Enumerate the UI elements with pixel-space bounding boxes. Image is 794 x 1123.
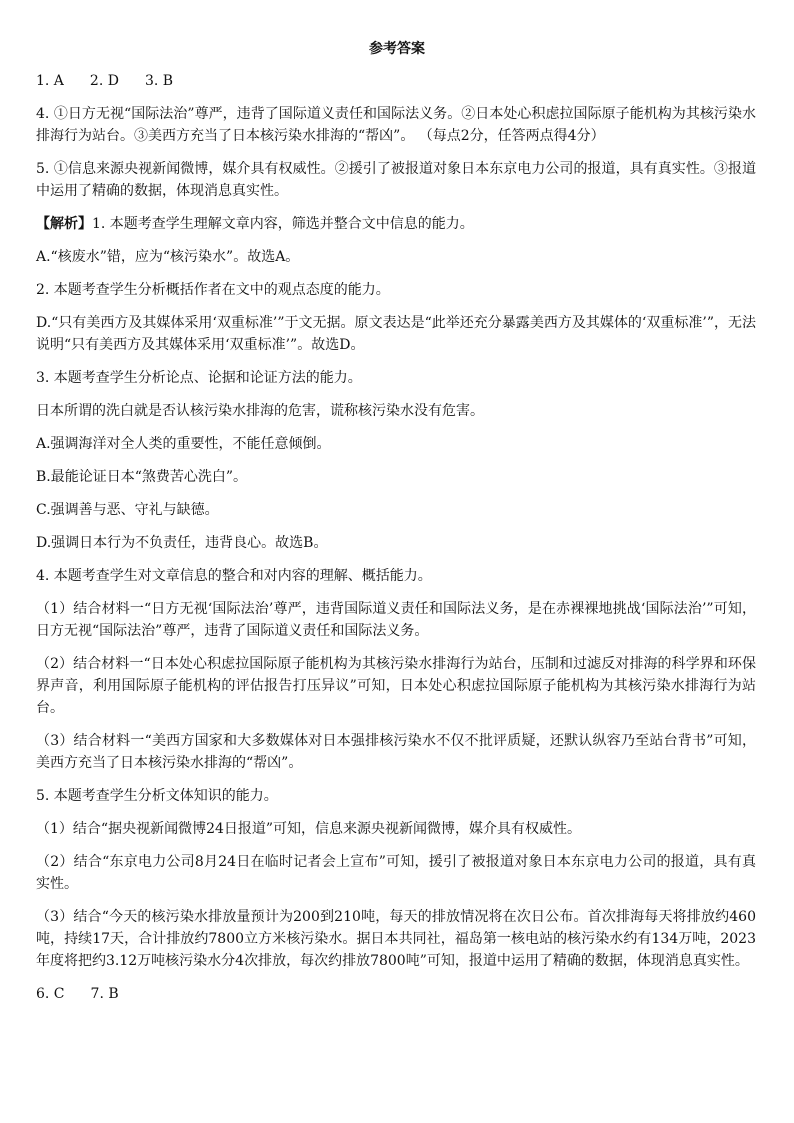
- analysis-3: 3. 本题考查学生分析论点、论据和论证方法的能力。: [36, 370, 362, 386]
- analysis-4-1: （1）结合材料一“日方无视‘国际法治’尊严，违背国际道义责任和国际法义务，是在赤裸裸地挑战‘国际法治’”可知，日方无视“国际法治”尊严，违背了国际道义责任和国际法义务。: [36, 601, 756, 639]
- analysis-5-2: （2）结合“东京电力公司8月24日在临时记者会上宣布”可知，援引了被报道对象日本东京电力公司的报道，具有真实性。: [36, 854, 756, 892]
- analysis-5-3: （3）结合“今天的核污染水排放量预计为200到210吨，每天的排放情况将在次日公布。首次排海每天将排放约460吨，持续17天，合计排放约7800立方米核污染水。据日本共同社，福岛第一核电站的核污染水约有134万吨，2023年度将把约3.12万吨核污染水分4次排放，每次约排放7800吨”可知，报道中运用了精确的数据，体现消息真实性。: [36, 909, 756, 969]
- analysis-3a: A.强调海洋对全人类的重要性，不能任意倾倒。: [36, 436, 331, 452]
- analysis-label: 【解析】: [36, 216, 92, 232]
- answer-content: [36, 70, 756, 1016]
- analysis-4-3: （3）结合材料一“美西方国家和大多数媒体对日本强排核污染水不仅不批评质疑，还默认纵容乃至站台背书”可知，美西方充当了日本核污染水排海的“帮凶”。: [36, 733, 756, 771]
- answer-5: 5. ①信息来源央视新闻微博，媒介具有权威性。②援引了被报道对象日本东京电力公司的报道，具有真实性。③报道中运用了精确的数据，体现消息真实性。: [36, 161, 756, 199]
- analysis-1-text: 1. 本题考查学生理解文章内容，筛选并整合文中信息的能力。: [92, 216, 474, 232]
- answer-7: 7. B: [90, 986, 119, 1002]
- answer-2: 2. D: [89, 73, 119, 89]
- answer-3: 3. B: [144, 73, 174, 89]
- analysis-3c: C.强调善与恶、守礼与缺德。: [36, 502, 219, 518]
- analysis-3-intro: 日本所谓的洗白就是否认核污染水排海的危害，谎称核污染水没有危害。: [36, 403, 484, 419]
- page-title: 参考答案: [369, 41, 425, 57]
- analysis-2d: D.“只有美西方及其媒体采用‘双重标准’”于文无据。原文表达是“此举还充分暴露美西方及其媒体的‘双重标准’”，无法说明“只有美西方及其媒体采用‘双重标准’”。故选D。: [36, 315, 756, 353]
- analysis-1a: A.“核废水”错，应为“核污染水”。故选A。: [36, 249, 300, 265]
- answer-6: 6. C: [36, 986, 65, 1002]
- analysis-3b: B.最能论证日本“煞费苦心洗白”。: [36, 469, 248, 485]
- analysis-1: [36, 213, 756, 235]
- answers-6-7: [36, 983, 756, 1005]
- analysis-4-2: （2）结合材料一“日本处心积虑拉国际原子能机构为其核污染水排海行为站台，压制和过滤反对排海的科学界和环保界声音，利用国际原子能机构的评估报告打压异议”可知，日本处心积虑拉国际原子能机构为其核污染水排海行为站台。: [36, 656, 756, 716]
- answers-1-3: [36, 70, 756, 92]
- analysis-2: 2. 本题考查学生分析概括作者在文中的观点态度的能力。: [36, 282, 390, 298]
- answer-1: 1. A: [36, 73, 64, 89]
- analysis-5-1: （1）结合“据央视新闻微博24日报道”可知，信息来源央视新闻微博，媒介具有权威性。: [36, 821, 582, 837]
- analysis-3d: D.强调日本行为不负责任，违背良心。故选B。: [36, 535, 328, 551]
- analysis-5: 5. 本题考查学生分析文体知识的能力。: [36, 788, 278, 804]
- answer-4: 4. ①日方无视“国际法治”尊严，违背了国际道义责任和国际法义务。②日本处心积虑拉国际原子能机构为其核污染水排海行为站台。③美西方充当了日本核污染水排海的“帮凶”。 （每点2分，任答两点得4分）: [36, 106, 756, 144]
- analysis-4: 4. 本题考查学生对文章信息的整合和对内容的理解、概括能力。: [36, 568, 432, 584]
